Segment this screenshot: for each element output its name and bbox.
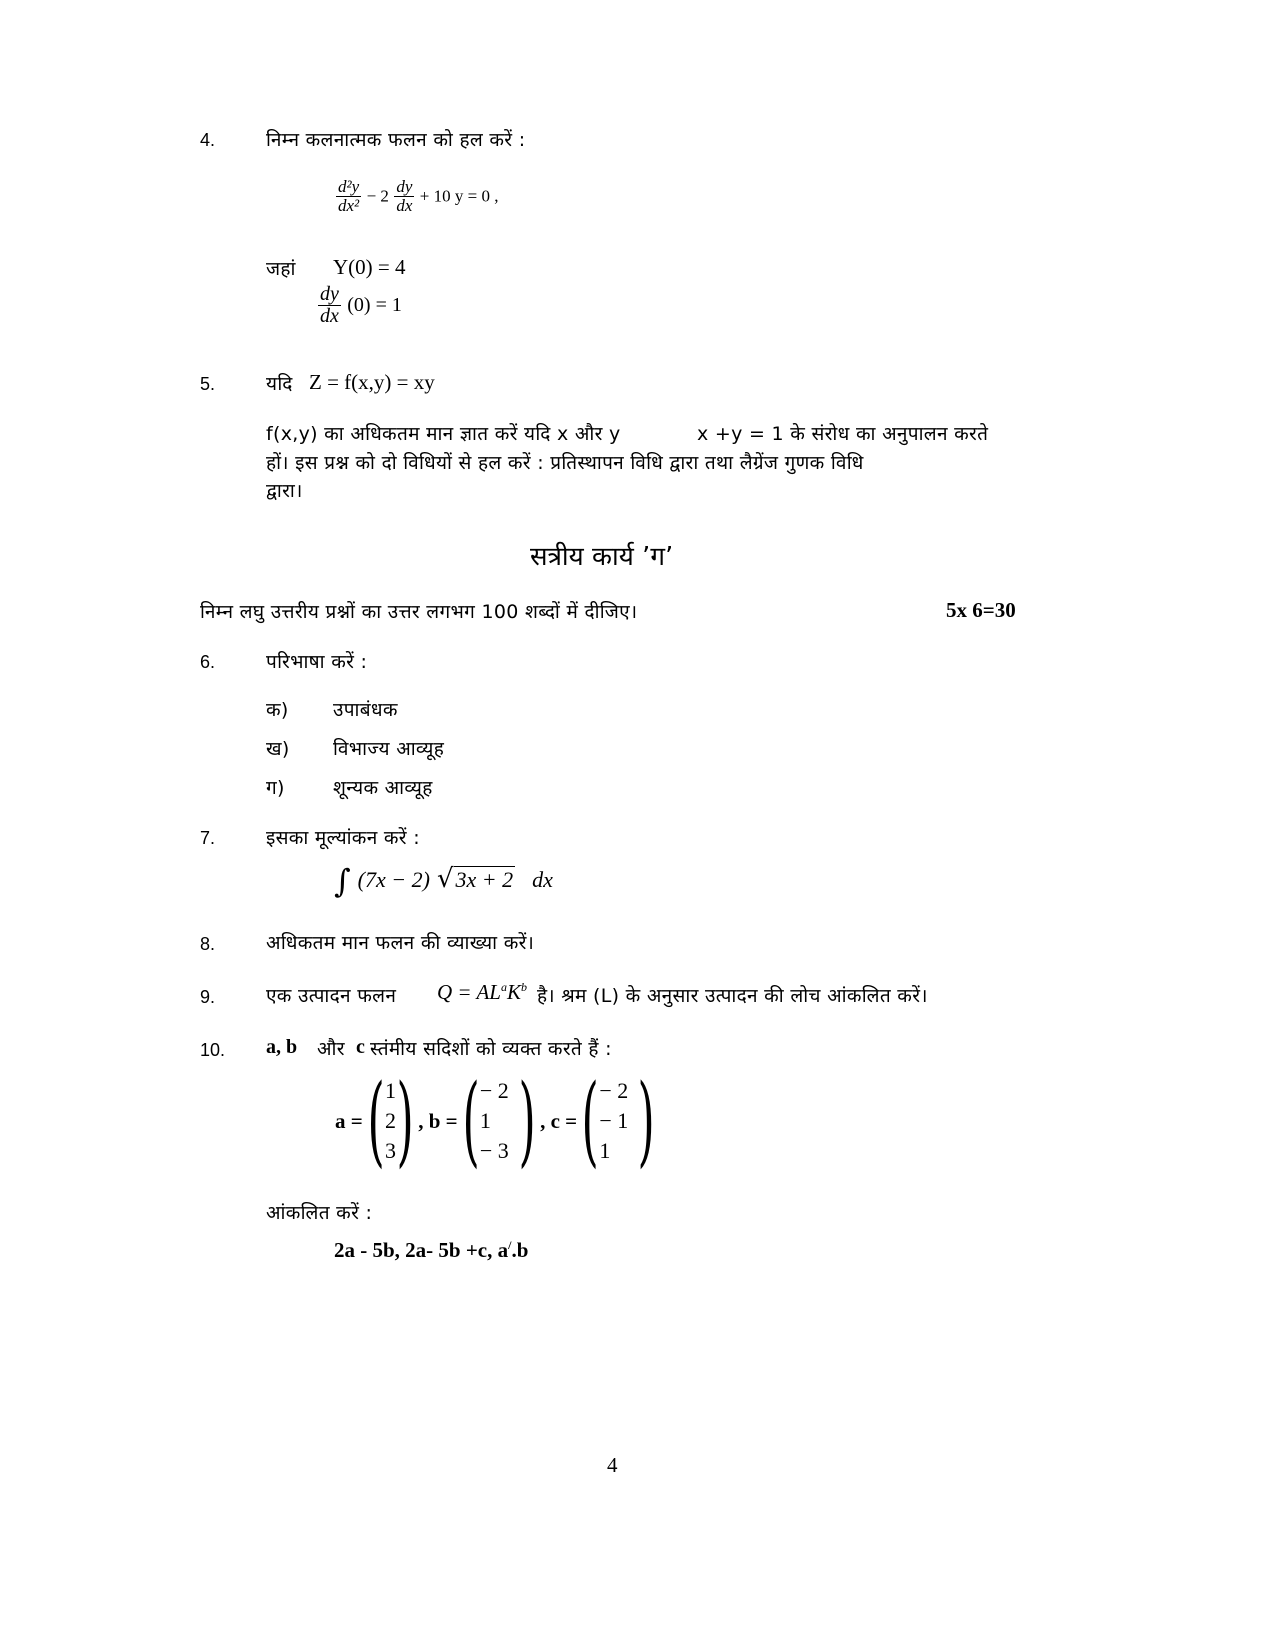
q5-number: 5. (200, 374, 216, 394)
left-paren-icon: ( (367, 1064, 385, 1178)
q10-expr-part1: 2a - 5b, 2a- 5b +c, a (334, 1238, 509, 1262)
vector-c-entry: 1 (599, 1138, 611, 1163)
vector-b (480, 1076, 518, 1166)
q10-text: स्तंमीय सदिशों को व्यक्त करते हैं : (370, 1038, 612, 1060)
q10-a-label: a = (335, 1108, 363, 1133)
q5-if: यदि (266, 373, 293, 395)
left-paren-icon: ( (581, 1064, 599, 1178)
vector-c (599, 1076, 637, 1166)
q7-integral-expression (334, 862, 553, 900)
q4-eq-dx: dx (396, 195, 413, 215)
q10-vars: a, b (266, 1036, 298, 1058)
q4-cond2-rest: (0) = 1 (347, 294, 402, 316)
q4-number: 4. (200, 130, 216, 150)
q9-text-after: है। श्रम (L) के अनुसार उत्पादन की लोच आंकलित करें। (537, 985, 928, 1007)
q6-item-label: ख) (266, 738, 290, 760)
q5-para-line3: द्वारा। (266, 480, 303, 502)
q10-b-label: , b = (418, 1108, 458, 1133)
vector-a-entry: 1 (384, 1078, 396, 1103)
left-paren-icon: ( (462, 1064, 480, 1178)
q7-radicand: 3x + 2 (455, 867, 514, 892)
q7-factor: (7x − 2) (357, 867, 430, 892)
q10-vectors (335, 1064, 656, 1178)
q4-text: निम्न कलनात्मक फलन को हल करें : (266, 129, 526, 151)
q4-eq-dx2: dx² (338, 195, 360, 215)
q6-number: 6. (200, 652, 216, 672)
right-paren-icon: ) (518, 1064, 536, 1178)
q4-cond2-dy: dy (320, 283, 339, 305)
q4-eq-dy: dy (396, 177, 413, 196)
vector-c-entry: − 2 (599, 1078, 629, 1103)
q9-eq-b: b (520, 980, 527, 994)
q10-and: और (317, 1038, 345, 1060)
q4-equation (336, 178, 498, 215)
q6-item-label: ग) (266, 777, 285, 799)
q6-item-text: उपाबंधक (333, 699, 398, 721)
vector-c-entry: − 1 (599, 1108, 629, 1133)
q8-text: अधिकतम मान फलन की व्याख्या करें। (266, 932, 535, 954)
q9-eq-q: Q = AL (437, 980, 501, 1004)
q5-para-part2: x +y = 1 के संरोध का अनुपालन करते (697, 423, 989, 445)
q10-expr-part2: .b (511, 1238, 529, 1262)
q4-where: जहां (266, 258, 296, 280)
q5-function: Z = f(x,y) = xy (309, 370, 435, 394)
vector-b-entry: − 2 (479, 1078, 509, 1103)
q4-cond2 (318, 284, 402, 327)
q10-expression (334, 1238, 528, 1263)
section-marks: 5x 6=30 (946, 598, 1016, 622)
q10-expr-prime: / (508, 1238, 512, 1252)
q10-number: 10. (200, 1040, 226, 1060)
q7-sqrt-sign: √ (436, 864, 454, 894)
q6-text: परिभाषा करें : (266, 651, 368, 673)
section-instruction: निम्न लघु उत्तरीय प्रश्नों का उत्तर लगभग 100 शब्दों में दीजिए। (200, 601, 638, 623)
q4-cond1: Y(0) = 4 (333, 255, 406, 279)
q6-item-text: विभाज्य आव्यूह (333, 738, 445, 760)
q4-eq-minus2: − 2 (366, 186, 389, 206)
q9-eq-k: K (506, 980, 521, 1004)
q10-compute-label: आंकलित करें : (266, 1202, 373, 1224)
q4-cond2-dx: dx (320, 305, 339, 327)
q9-production-function (437, 980, 527, 1005)
q4-eq-rest: + 10 y = 0 , (419, 186, 499, 206)
q8-number: 8. (200, 934, 216, 954)
q7-number: 7. (200, 828, 216, 848)
q6-item-label: क) (266, 699, 289, 721)
q7-text: इसका मूल्यांकन करें : (266, 827, 420, 849)
q5-para-part1: f(x,y) का अधिकतम मान ज्ञात करें यदि x और y (266, 423, 621, 445)
q10-c: c (356, 1036, 365, 1058)
q5-para-line2: हों। इस प्रश्न को दो विधियों से हल करें : प्रतिस्थापन विधि द्वारा तथा लैग्रेंज गुणक विधि (266, 452, 864, 474)
q9-number: 9. (200, 987, 216, 1007)
vector-b-entry: − 3 (479, 1138, 509, 1163)
right-paren-icon: ) (396, 1064, 414, 1178)
section-title: सत्रीय कार्य ’ग’ (530, 542, 674, 572)
q6-item-text: शून्यक आव्यूह (333, 777, 433, 799)
q7-dx: dx (532, 867, 553, 892)
right-paren-icon: ) (637, 1064, 656, 1178)
q7-integral-sign: ∫ (334, 862, 351, 900)
vector-a (385, 1076, 396, 1166)
q10-c-label: , c = (540, 1108, 578, 1133)
vector-a-entry: 3 (384, 1138, 396, 1163)
vector-a-entry: 2 (384, 1108, 396, 1133)
q9-eq-a: a (500, 980, 507, 994)
q4-eq-d2y: d²y (338, 177, 360, 196)
page-number: 4 (607, 1453, 618, 1477)
vector-b-entry: 1 (479, 1108, 491, 1133)
q9-text-before: एक उत्पादन फलन (266, 985, 397, 1007)
